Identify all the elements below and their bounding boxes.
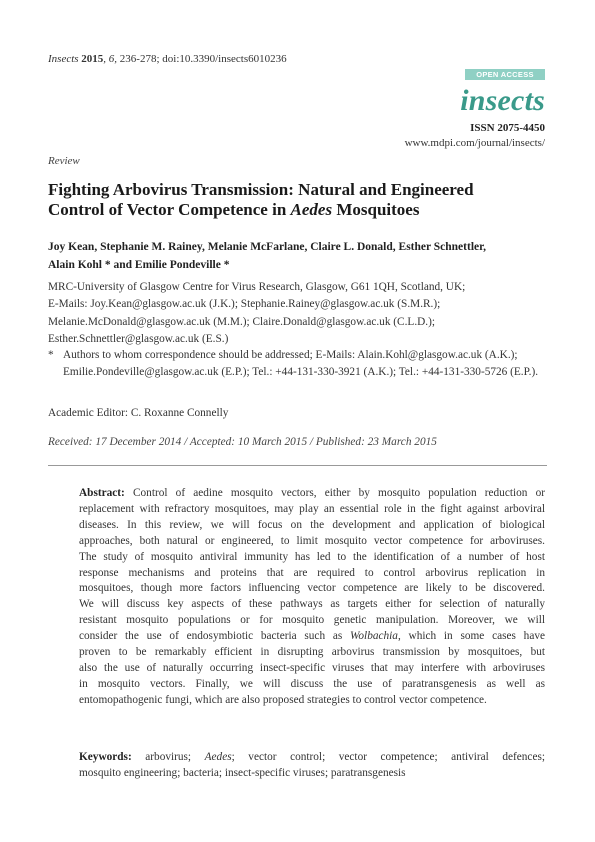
abstract-genus: Wolbachia	[350, 630, 398, 643]
abstract-line: entomopathogenic fungi, which are also proposed strategies to control vector competence.	[79, 693, 487, 706]
abstract-line: The study of mosquito antiviral immunity has led to the identification of a number of host	[79, 550, 545, 563]
authors-line-1: Joy Kean, Stephanie M. Rainey, Melanie McFarlane, Claire L. Donald, Esther Schnettler,	[48, 241, 487, 253]
open-access-badge: OPEN ACCESS	[465, 69, 545, 80]
correspondence-block	[48, 347, 558, 382]
abstract-text: consider the use of endosymbiotic bacteria such as	[79, 630, 351, 643]
authors-line-2: Alain Kohl * and Emilie Pondeville *	[48, 259, 230, 271]
abstract-line: diseases. In this review, we will focus on the development and application of biological	[79, 518, 545, 531]
abstract-line: We will discuss key aspects of these pathways as targets either for selection of naturally	[79, 598, 545, 611]
journal-logo: insects	[460, 84, 545, 117]
citation-volume: 6	[108, 53, 115, 65]
citation-pages-doi: 236-278; doi:10.3390/insects6010236	[119, 53, 287, 65]
article-type: Review	[48, 155, 80, 167]
affiliation-block	[48, 279, 558, 348]
citation-line: Insects 2015, 6, 236-278; doi:10.3390/insects6010236	[48, 53, 287, 65]
citation-year: 2015	[81, 53, 104, 65]
affiliation-line-2: E-Mails: Joy.Kean@glasgow.ac.uk (J.K.); Stephanie.Rainey@glasgow.ac.uk (S.M.R.);	[48, 298, 441, 311]
affiliation-line-3: Melanie.McDonald@glasgow.ac.uk (M.M.); Claire.Donald@glasgow.ac.uk (C.L.D.);	[48, 315, 436, 328]
abstract-line: approaches, both natural or engineered, to limit mosquito vector competence for arboviruses.	[79, 534, 545, 547]
abstract-line: also the use of naturally occurring insect-specific viruses that may interfere with arboviruses	[79, 661, 545, 674]
correspondence-marker: *	[48, 349, 54, 361]
affiliation-line-1: MRC-University of Glasgow Centre for Virus Research, Glasgow, G61 1QH, Scotland, UK;	[48, 281, 466, 293]
keywords-genus: Aedes	[204, 751, 232, 763]
abstract-line	[79, 629, 545, 645]
abstract	[79, 486, 545, 709]
correspondence-line-2: Emilie.Pondeville@glasgow.ac.uk (E.P.); Tel.: +44-131-330-3921 (A.K.); Tel.: +44-131-330-5726 (E.P.).	[63, 366, 539, 379]
divider	[48, 465, 547, 466]
keywords-text: ; vector control; vector competence; antiviral defences;	[231, 751, 545, 763]
abstract-label: Abstract:	[79, 487, 125, 499]
abstract-line: in mosquito vectors. Finally, we will discuss the use of paratransgenesis as well as	[79, 677, 545, 690]
title-genus: Aedes	[290, 200, 333, 219]
keywords-text: arbovirus;	[145, 751, 205, 763]
issn: ISSN 2075-4450	[470, 122, 545, 134]
abstract-line: resistant mosquito populations or for mosquito genetic manipulation. Moreover, we will	[79, 614, 545, 627]
keywords	[79, 749, 545, 781]
abstract-text: Control of aedine mosquito vectors, either by mosquito population reduction or	[132, 487, 545, 499]
abstract-line: replacement with refractory mosquitoes, may play an essential role in the fight against arboviral	[79, 502, 545, 515]
journal-abbrev: Insects	[48, 53, 79, 65]
title-text-end: Mosquitoes	[332, 200, 420, 219]
publication-dates: Received: 17 December 2014 / Accepted: 10 March 2015 / Published: 23 March 2015	[48, 436, 437, 448]
abstract-line: response mechanisms and proteins that are required to control arbovirus replication in	[79, 566, 545, 579]
academic-editor: Academic Editor: C. Roxanne Connelly	[48, 407, 229, 419]
abstract-line: mosquitoes, though more factors influencing vector competence are likely to be discovered.	[79, 582, 545, 595]
title-line-2	[48, 200, 548, 220]
title-text: Control of Vector Competence in	[48, 200, 291, 219]
title-line-1: Fighting Arbovirus Transmission: Natural and Engineered	[48, 180, 474, 199]
author-list	[48, 238, 548, 274]
abstract-line: proven to be remarkably efficient in disrupting arbovirus transmission by mosquitoes, but	[79, 646, 545, 659]
keywords-label: Keywords:	[79, 751, 132, 763]
article-title	[48, 180, 548, 220]
affiliation-line-4: Esther.Schnettler@glasgow.ac.uk (E.S.)	[48, 332, 229, 345]
keywords-line-2: mosquito engineering; bacteria; insect-specific viruses; paratransgenesis	[79, 767, 406, 779]
abstract-text: , which in some cases have	[397, 630, 545, 643]
correspondence-line-1: Authors to whom correspondence should be addressed; E-Mails: Alain.Kohl@glasgow.ac.uk (A.K.);	[63, 349, 518, 361]
keywords-line-1	[79, 749, 545, 765]
abstract-line	[79, 486, 545, 502]
journal-url[interactable]: www.mdpi.com/journal/insects/	[404, 137, 545, 149]
